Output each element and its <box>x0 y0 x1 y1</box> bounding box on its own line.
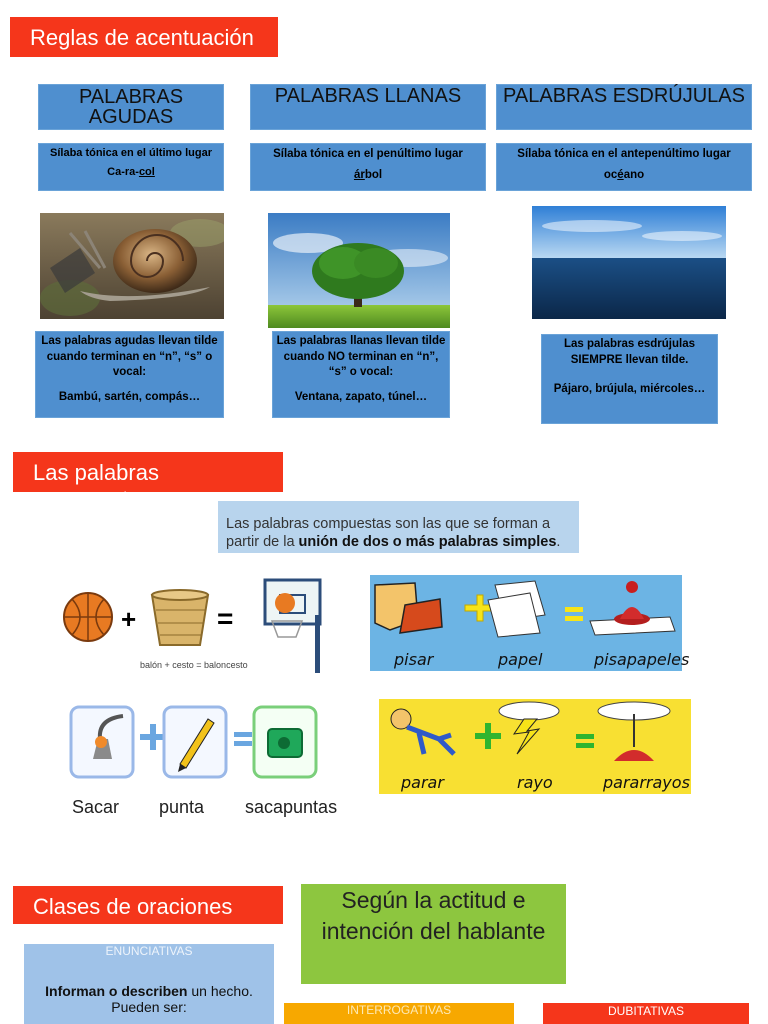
enunciativas-bold: Informan o describen <box>45 983 188 999</box>
pararrayos-word-3 <box>603 773 690 792</box>
llanas-title-box <box>250 84 486 130</box>
actitud-title-box <box>301 884 566 984</box>
dubitativas-title: DUBITATIVAS <box>607 1004 684 1018</box>
esdrujulas-note-box <box>541 334 718 424</box>
esdrujulas-example-pre: oc <box>603 168 618 181</box>
label-text: rayo <box>517 773 553 792</box>
plus-sign <box>121 604 136 635</box>
agudas-rule: Sílaba tónica en el último lugar <box>50 147 212 159</box>
agudas-note-3: vocal: <box>112 366 147 379</box>
esdrujulas-example-post: ano <box>623 168 645 181</box>
sacapuntas-word-1 <box>72 797 119 818</box>
section-header-compuestas <box>13 452 283 511</box>
pararrayos-word-1 <box>401 773 444 792</box>
esdrujulas-title-box <box>496 84 752 130</box>
caption-text: balón + cesto = baloncesto <box>140 660 248 670</box>
lightning-icon <box>514 719 539 754</box>
esdrujulas-rule-box <box>496 143 752 191</box>
label-text: sacapuntas <box>245 797 338 817</box>
agudas-title-box <box>38 84 224 130</box>
llanas-examples: Ventana, zapato, túnel… <box>294 390 428 403</box>
section-header-acentuacion <box>10 17 278 57</box>
agudas-note-1: Las palabras agudas llevan tilde <box>41 335 218 347</box>
label-text: pararrayos <box>603 773 690 792</box>
tree-image <box>268 213 450 328</box>
label-text: punta <box>159 797 205 817</box>
agudas-note-2: cuando terminan en “n”, “s” o <box>46 350 213 363</box>
llanas-note-3: “s” o vocal: <box>328 366 394 379</box>
ocean-image <box>532 206 726 319</box>
enunciativas-text <box>24 983 274 999</box>
esdrujulas-rule: Sílaba tónica en el antepenúltimo lugar <box>517 148 731 160</box>
esdrujulas-example-stress: é <box>617 168 624 181</box>
actitud-title: Según la actitud e intención del hablante <box>321 887 546 944</box>
cloud-icon <box>499 702 559 720</box>
enunciativas-title: ENUNCIATIVAS <box>105 944 193 958</box>
basket-icon <box>152 595 208 645</box>
agudas-example-pre: Ca-ra- <box>107 165 139 178</box>
enunciativas-rest: un hecho. <box>191 983 253 999</box>
section-header-oraciones <box>13 886 283 924</box>
agudas-title: PALABRAS AGUDAS <box>78 86 184 128</box>
enunciativas-line2: Pueden ser: <box>111 999 187 1015</box>
label-text: pisapapeles <box>594 650 690 669</box>
agudas-example-stress: col <box>138 165 155 178</box>
llanas-title: PALABRAS LLANAS <box>274 85 462 107</box>
plus-text: + <box>121 604 137 634</box>
llanas-note-1: Las palabras llanas llevan tilde <box>276 335 446 347</box>
agudas-examples: Bambú, sartén, compás… <box>58 390 201 403</box>
pararrayos-word-2 <box>517 773 553 792</box>
pisapapeles-word-3 <box>594 650 689 669</box>
sacapuntas-figure <box>68 704 338 782</box>
esdrujulas-title: PALABRAS ESDRÚJULAS <box>503 85 745 107</box>
label-text: pisar <box>394 650 434 669</box>
esdrujulas-note-1: Las palabras esdrújulas <box>563 338 696 350</box>
sacapuntas-word-2 <box>159 797 204 818</box>
enunciativas-box <box>24 944 274 1024</box>
equals-sign <box>217 603 233 635</box>
agudas-example <box>39 165 223 180</box>
header-text: Clases de oraciones <box>33 894 233 919</box>
llanas-rule: Sílaba tónica en el penúltimo lugar <box>273 148 463 160</box>
llanas-note-2: cuando NO terminan en “n”, <box>283 350 439 363</box>
llanas-note-box <box>272 331 450 418</box>
sacapuntas-word-3 <box>245 797 337 818</box>
definition-bold: unión de dos o más palabras simples <box>298 534 557 550</box>
esdrujulas-note-2: SIEMPRE llevan tilde. <box>570 353 689 366</box>
snail-image <box>40 213 224 319</box>
pisapapeles-word-2 <box>498 650 542 669</box>
llanas-example-stress: ár <box>353 168 365 181</box>
esdrujulas-examples: Pájaro, brújula, miércoles… <box>553 383 706 396</box>
llanas-rule-box <box>250 143 486 191</box>
header-text: Reglas de acentuación <box>30 25 254 50</box>
definition-post: . <box>556 534 561 550</box>
compuestas-definition <box>218 501 579 553</box>
pisapapeles-word-1 <box>394 650 433 669</box>
agudas-note-box <box>35 331 224 418</box>
definition-pre: Las palabras compuestas son las que se forman a partir de la <box>226 516 551 550</box>
esdrujulas-example <box>497 168 751 184</box>
llanas-example-post: bol <box>364 168 383 181</box>
interrogativas-box <box>284 1003 514 1024</box>
label-text: Sacar <box>72 797 120 817</box>
dubitativas-box <box>543 1003 749 1024</box>
header-text: Las palabras compuestas <box>33 460 159 511</box>
label-text: papel <box>498 650 543 669</box>
baloncesto-caption <box>140 660 248 670</box>
equals-text: = <box>217 603 234 634</box>
interrogativas-title: INTERROGATIVAS <box>346 1003 452 1017</box>
agudas-rule-box <box>38 143 224 191</box>
label-text: parar <box>401 773 444 792</box>
llanas-example <box>251 168 485 184</box>
